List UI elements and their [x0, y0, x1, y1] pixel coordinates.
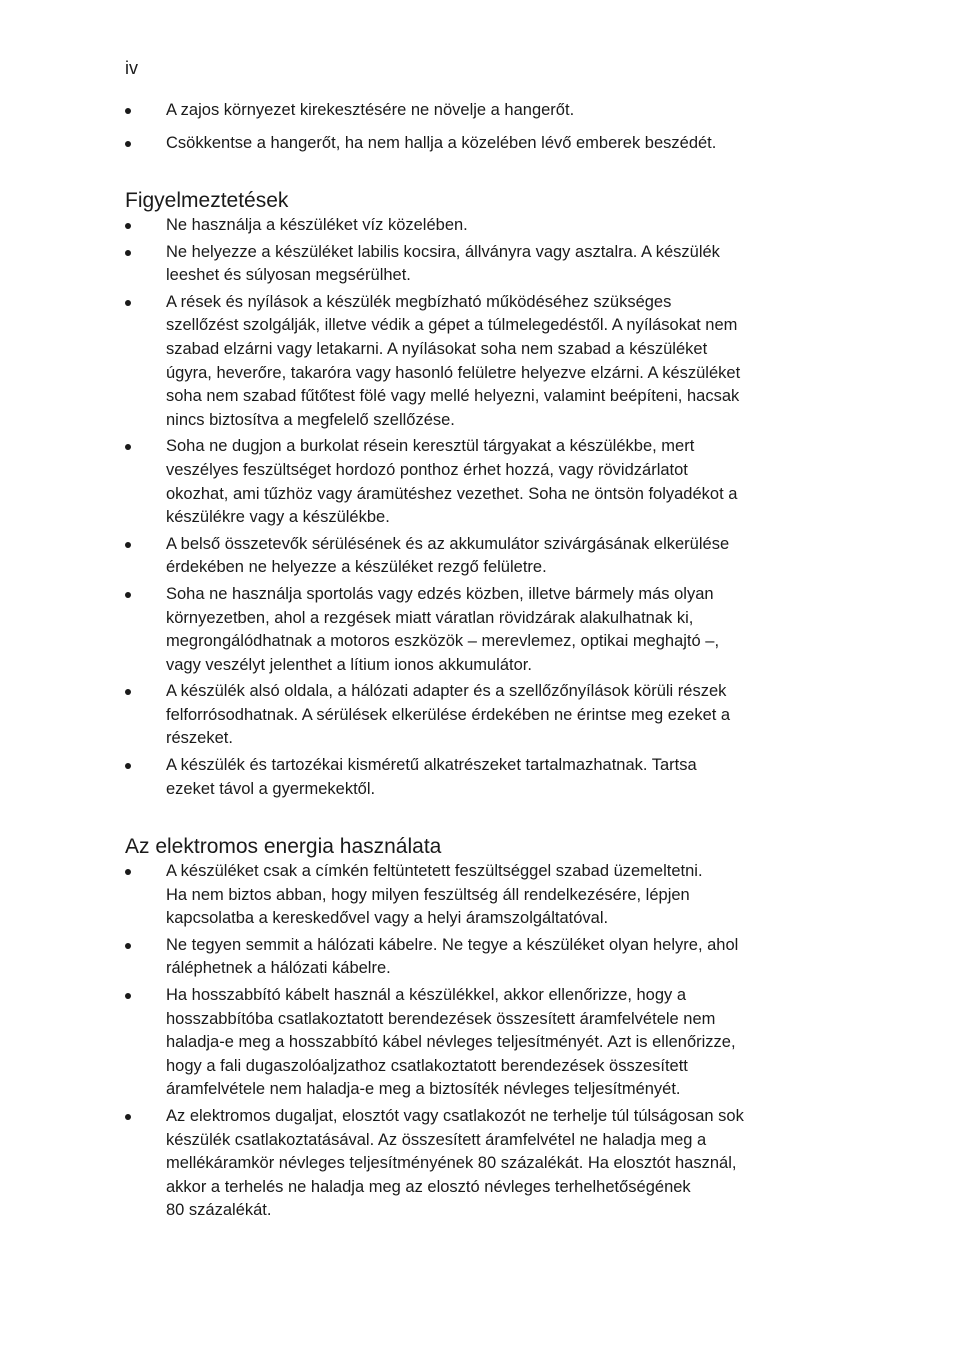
- list-item-text: A belső összetevők sérülésének és az akkumulátor szivárgásának elkerülése érdekében ne helyezze a készüléket rezgő felületre.: [166, 534, 730, 577]
- list-item: [125, 241, 825, 288]
- electric-section: [125, 834, 825, 1226]
- list-item-text: Soha ne használja sportolás vagy edzés közben, illetve bármely más olyan környezetben, ahol a rezgések miatt váratlan rövidzárak alakulhatnak ki, megrongálódhatnak a motoros eszközök – merevlemez, optikai meghajtó –, vagy veszélyt jelenthet a lítium ionos akkumulátor.: [166, 584, 720, 674]
- list-item-text: A rések és nyílások a készülék megbízható működéséhez szükséges szellőzést szolgálják, illetve védik a gépet a túlmelegedéstől. A nyílásokat nem szabad elzárni vagy letakarni. A nyílásokat soha nem szabad a készüléket úgyra, heverőre, takaróra vagy hasonló felületre helyezve elzárni. A készüléket soha nem szabad fűtőtest fölé vagy mellé helyezni, valamint beépíteni, hacsak nincs biztosítva a megfelelő szellőzése.: [166, 292, 741, 429]
- bullet-icon: [125, 763, 131, 769]
- bullet-icon: [125, 444, 131, 450]
- list-item-text: A készülék és tartozékai kisméretű alkatrészeket tartalmazhatnak. Tartsa ezeket távol a gyermekektől.: [166, 756, 697, 798]
- bullet-icon: [125, 592, 131, 598]
- list-item: [125, 132, 825, 156]
- bullet-icon: [125, 300, 131, 306]
- bullet-icon: [125, 542, 131, 548]
- intro-section: [125, 99, 825, 164]
- list-item: [125, 680, 825, 751]
- list-item: [125, 583, 825, 677]
- list-item-text: Ne tegyen semmit a hálózati kábelre. Ne tegye a készüléket olyan helyre, ahol ráléphetnek a hálózati kábelre.: [166, 935, 739, 978]
- list-item-text: Az elektromos dugaljat, elosztót vagy csatlakozót ne terhelje túl túlságosan sok készülék csatlakoztatásával. Az összesített áramfelvétel ne haladja meg a mellékáramkör névleges teljesítményének 80 százalékát. Ha elosztót használ, akkor a terhelés ne haladja meg az elosztó névleges terhelhetőségének 80 százalékát.: [166, 1106, 744, 1220]
- list-item-text: Csökkentse a hangerőt, ha nem hallja a közelében lévő emberek beszédét.: [166, 133, 717, 152]
- bullet-icon: [125, 993, 131, 999]
- electric-list: [125, 860, 825, 1223]
- list-item: [125, 934, 825, 981]
- bullet-icon: [125, 1114, 131, 1120]
- list-item-text: Ne helyezze a készüléket labilis kocsira, állványra vagy asztalra. A készülék leeshet és súlyosan megsérülhet.: [166, 242, 720, 285]
- list-item: [125, 435, 825, 529]
- list-item: [125, 533, 825, 580]
- bullet-icon: [125, 250, 131, 256]
- bullet-icon: [125, 223, 131, 229]
- list-item-text: A készüléket csak a címkén feltüntetett feszültséggel szabad üzemeltetni. Ha nem biztos abban, hogy milyen feszültség áll rendelkezésére, lépjen kapcsolatba a kereskedővel vagy a helyi áramszolgáltatóval.: [166, 862, 703, 928]
- bullet-icon: [125, 108, 131, 114]
- warnings-heading: Figyelmeztetések: [125, 189, 289, 212]
- intro-list: [125, 99, 825, 155]
- page-number: iv: [125, 58, 138, 78]
- list-item: [125, 214, 825, 238]
- list-item: [125, 1105, 825, 1223]
- bullet-icon: [125, 943, 131, 949]
- bullet-icon: [125, 869, 131, 875]
- list-item-text: Ha hosszabbító kábelt használ a készülékkel, akkor ellenőrizze, hogy a hosszabbítóba csatlakoztatott berendezések összesített áramfelvétele nem haladja-e meg a hosszabbító kábel névleges teljesítményét. Azt is ellenőrizze, hogy a fali dugaszolóaljzathoz csatlakoztatott berendezések összesített áramfelvétele nem haladja-e meg a biztosíték névleges teljesítményét.: [166, 985, 736, 1099]
- list-item: [125, 754, 825, 801]
- warnings-section: [125, 188, 825, 804]
- list-item: [125, 860, 825, 931]
- list-item-text: A zajos környezet kirekesztésére ne növelje a hangerőt.: [166, 101, 575, 119]
- warnings-list: [125, 214, 825, 801]
- bullet-icon: [125, 141, 131, 147]
- bullet-icon: [125, 689, 131, 695]
- list-item-text: A készülék alsó oldala, a hálózati adapter és a szellőzőnyílások körüli részek felforrósodhatnak. A sérülések elkerülése érdekében ne érintse meg ezeket a részeket.: [166, 682, 731, 748]
- list-item: [125, 99, 825, 123]
- list-item: [125, 291, 825, 433]
- list-item: [125, 984, 825, 1102]
- list-item-text: Soha ne dugjon a burkolat résein keresztül tárgyakat a készülékbe, mert veszélyes feszültséget hordozó ponthoz érhet hozzá, vagy rövidzárlatot okozhat, ami tűzhöz vagy áramütéshez vezethet. Soha ne öntsön folyadékot a készülékre vagy a készülékbe.: [166, 437, 738, 527]
- list-item-text: Ne használja a készüléket víz közelében.: [166, 216, 468, 234]
- electric-heading: Az elektromos energia használata: [125, 835, 442, 858]
